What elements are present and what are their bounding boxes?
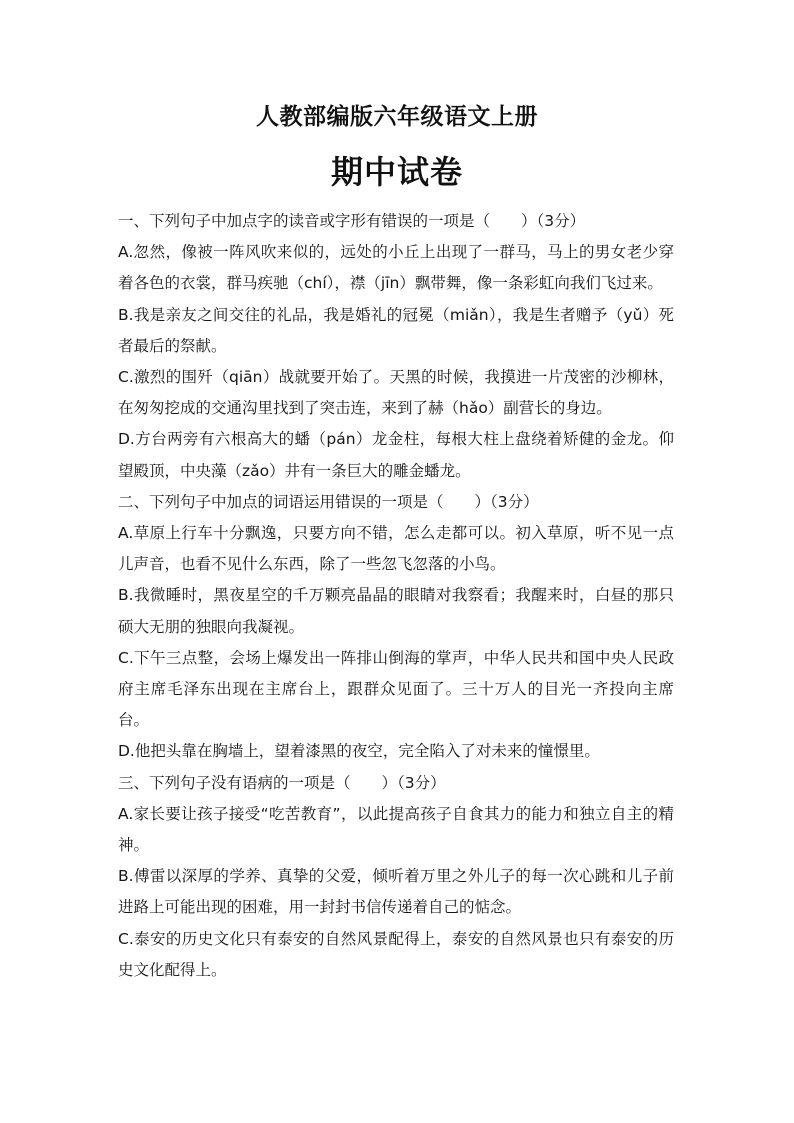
- question-1-option-a: A.忽然，像被一阵风吹来似的，远处的小丘上出现了一群马，马上的男女老少穿着各色的衣裳，群马疾驰（chí），襟（jīn）飘带舞，像一条彩虹向我们飞过来。: [118, 243, 674, 293]
- question-1-option-b: B.我是亲友之间交往的礼品，我是婚礼的冠冕（miǎn），我是生者赠予（yǔ）死者最后的祭献。: [118, 305, 674, 355]
- question-2-option-a: A.草原上行车十分飘逸，只要方向不错，怎么走都可以。初入草原，听不见一点儿声音，也看不见什么东西，除了一些忽飞忽落的小鸟。: [118, 524, 674, 574]
- question-3-heading: 三、下列句子没有语病的一项是（ ）（3分）: [118, 773, 446, 792]
- question-1-heading: 一、下列句子中加点字的读音或字形有错误的一项是（ ）（3分）: [118, 212, 586, 230]
- question-1-option-d: D.方台两旁有六根高大的蟠（pán）龙金柱，每根大柱上盘绕着矫健的金龙。仰望殿顶，中央藻（zǎo）井有一条巨大的雕金蟠龙。: [118, 430, 674, 480]
- question-3-option-c: C.泰安的历史文化只有泰安的自然风景配得上，泰安的自然风景也只有泰安的历史文化配得上。: [118, 929, 674, 979]
- question-2-option-d: D.他把头靠在胸墙上，望着漆黑的夜空，完全陷入了对未来的憧憬里。: [118, 742, 600, 761]
- question-2-heading: 二、下列句子中加点的词语运用错误的一项是（ ）（3分）: [118, 492, 539, 511]
- document-title: 期中试卷: [330, 153, 463, 191]
- question-3-option-a: A.家长要让孩子接受“吃苦教育”，以此提高孩子自食其力的能力和独立自主的精神。: [118, 804, 674, 855]
- document-body: [118, 206, 674, 986]
- question-1-option-c: C.激烈的围歼（qiān）战就要开始了。天黑的时候，我摸进一片茂密的沙柳林，在匆匆挖成的交通沟里找到了突击连，来到了赫（hǎo）副营长的身边。: [118, 368, 674, 418]
- question-3-option-b: B.傅雷以深厚的学养、真挚的父爱，倾听着万里之外儿子的每一次心跳和儿子前进路上可能出现的困难，用一封封书信传递着自己的惦念。: [118, 867, 674, 917]
- question-2-option-b: B.我微睡时，黑夜星空的千万颗亮晶晶的眼睛对我察看；我醒来时，白昼的那只硕大无朋的独眼向我凝视。: [118, 586, 674, 636]
- question-2-option-c: C.下午三点整，会场上爆发出一阵排山倒海的掌声，中华人民共和国中央人民政府主席毛泽东出现在主席台上，跟群众见面了。三十万人的目光一齐投向主席台。: [118, 648, 674, 730]
- document-subtitle: 人教部编版六年级语文上册: [256, 103, 538, 130]
